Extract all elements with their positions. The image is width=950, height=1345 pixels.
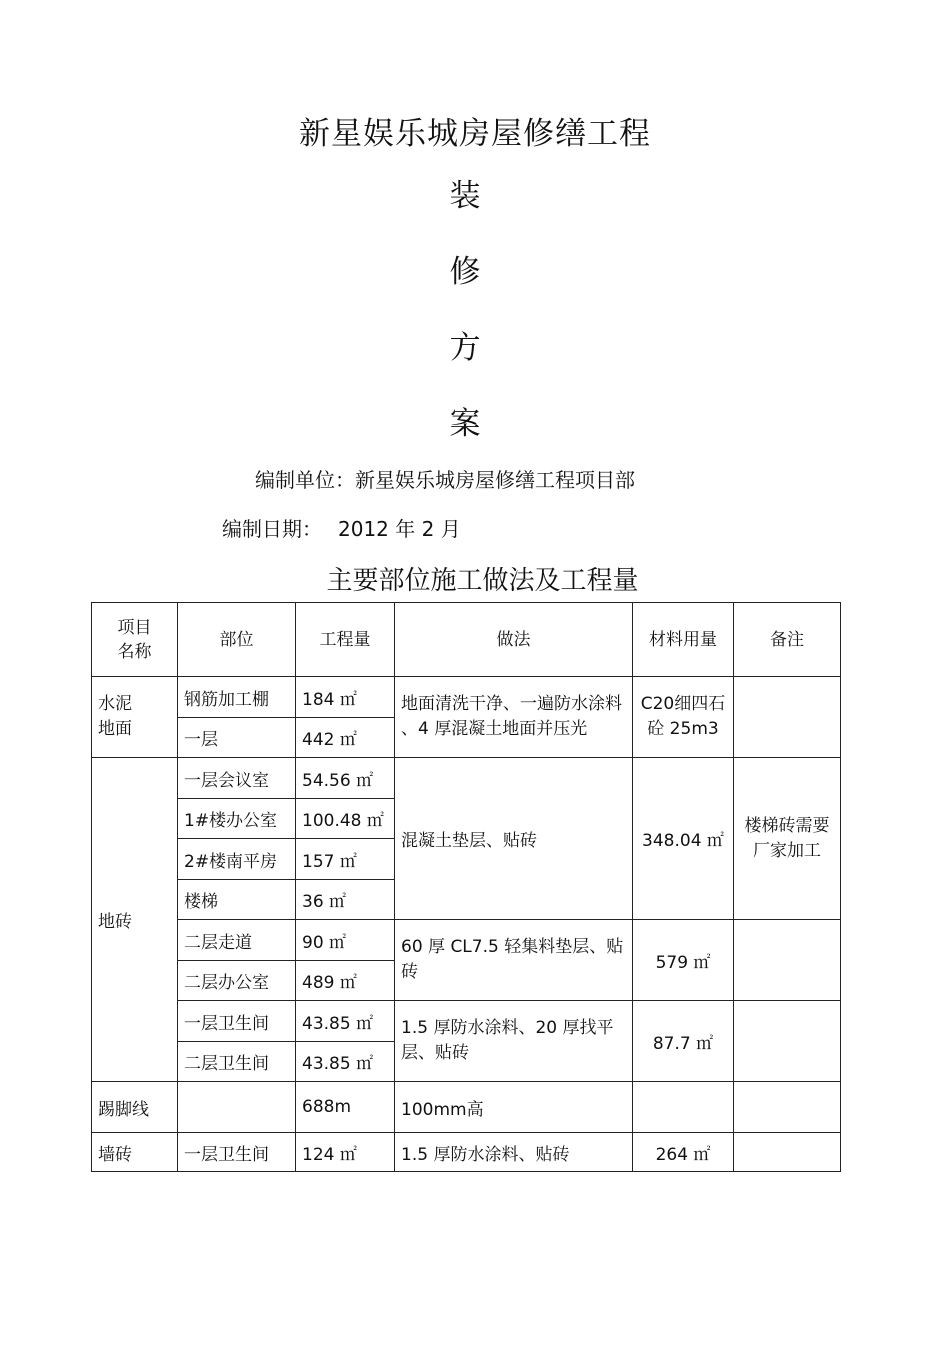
table-title: 主要部位施工做法及工程量 bbox=[326, 566, 639, 596]
table-row bbox=[92, 758, 841, 799]
table-row bbox=[92, 1001, 841, 1042]
remark-cell bbox=[734, 1082, 841, 1133]
vertical-title-char: 案 bbox=[449, 406, 481, 442]
compiling-unit-value: 新星娱乐城房屋修缮工程项目部 bbox=[355, 468, 635, 492]
location-cell: 一层会议室 bbox=[178, 758, 296, 799]
vertical-title-char: 方 bbox=[449, 330, 481, 366]
document-title: 新星娱乐城房屋修缮工程 bbox=[299, 116, 651, 152]
location-cell: 一层 bbox=[178, 718, 296, 758]
method-cell: 60 厚 CL7.5 轻集料垫层、贴砖 bbox=[395, 920, 633, 1001]
vertical-title-char: 修 bbox=[449, 254, 481, 290]
table-header-row bbox=[92, 603, 841, 677]
method-cell: 地面清洗干净、一遍防水涂料 、4 厚混凝土地面并压光 bbox=[395, 677, 633, 758]
material-cell: 348.04 ㎡ bbox=[633, 758, 734, 920]
material-cell: 87.7 ㎡ bbox=[633, 1001, 734, 1082]
location-cell: 一层卫生间 bbox=[178, 1133, 296, 1172]
column-header: 备注 bbox=[734, 603, 841, 677]
method-cell: 1.5 厚防水涂料、20 厚找平层、贴砖 bbox=[395, 1001, 633, 1082]
item-name-cell: 地砖 bbox=[92, 758, 178, 1082]
quantity-cell: 100.48 ㎡ bbox=[296, 799, 395, 839]
compiling-unit bbox=[255, 464, 635, 493]
column-header: 部位 bbox=[178, 603, 296, 677]
method-cell: 100mm高 bbox=[395, 1082, 633, 1133]
table-row bbox=[92, 1133, 841, 1172]
remark-cell bbox=[734, 1001, 841, 1082]
quantity-cell: 43.85 ㎡ bbox=[296, 1001, 395, 1042]
item-name-cell: 踢脚线 bbox=[92, 1082, 178, 1133]
location-cell bbox=[178, 1082, 296, 1133]
remark-cell bbox=[734, 677, 841, 758]
column-header: 工程量 bbox=[296, 603, 395, 677]
table-row bbox=[92, 920, 841, 961]
location-cell: 二层办公室 bbox=[178, 961, 296, 1001]
quantity-cell: 688m bbox=[296, 1082, 395, 1133]
table-row bbox=[92, 1082, 841, 1133]
quantity-cell: 442 ㎡ bbox=[296, 718, 395, 758]
quantity-cell: 90 ㎡ bbox=[296, 920, 395, 961]
table-row bbox=[92, 677, 841, 718]
column-header: 项目 名称 bbox=[92, 603, 178, 677]
item-name-cell: 墙砖 bbox=[92, 1133, 178, 1172]
location-cell: 一层卫生间 bbox=[178, 1001, 296, 1042]
vertical-title-char: 装 bbox=[449, 178, 481, 214]
remark-cell bbox=[734, 1133, 841, 1172]
construction-quantity-table bbox=[91, 602, 841, 1172]
column-header: 做法 bbox=[395, 603, 633, 677]
method-cell: 混凝土垫层、贴砖 bbox=[395, 758, 633, 920]
material-cell: 579 ㎡ bbox=[633, 920, 734, 1001]
item-name-cell: 水泥 地面 bbox=[92, 677, 178, 758]
location-cell: 二层走道 bbox=[178, 920, 296, 961]
compiling-unit-label: 编制单位： bbox=[255, 468, 355, 492]
compiling-date-value: 2012 年 2 月 bbox=[338, 517, 461, 541]
remark-cell: 楼梯砖需要厂家加工 bbox=[734, 758, 841, 920]
material-cell bbox=[633, 1082, 734, 1133]
quantity-cell: 43.85 ㎡ bbox=[296, 1042, 395, 1082]
location-cell: 楼梯 bbox=[178, 880, 296, 920]
material-cell: C20细四石砼 25m3 bbox=[633, 677, 734, 758]
quantity-cell: 489 ㎡ bbox=[296, 961, 395, 1001]
quantity-cell: 36 ㎡ bbox=[296, 880, 395, 920]
location-cell: 2#楼南平房 bbox=[178, 839, 296, 880]
quantity-cell: 54.56 ㎡ bbox=[296, 758, 395, 799]
quantity-cell: 124 ㎡ bbox=[296, 1133, 395, 1172]
material-cell: 264 ㎡ bbox=[633, 1133, 734, 1172]
location-cell: 二层卫生间 bbox=[178, 1042, 296, 1082]
method-cell: 1.5 厚防水涂料、贴砖 bbox=[395, 1133, 633, 1172]
compiling-date-label: 编制日期： bbox=[222, 517, 322, 541]
compiling-date bbox=[222, 513, 461, 542]
remark-cell bbox=[734, 920, 841, 1001]
location-cell: 钢筋加工棚 bbox=[178, 677, 296, 718]
column-header: 材料用量 bbox=[633, 603, 734, 677]
location-cell: 1#楼办公室 bbox=[178, 799, 296, 839]
quantity-cell: 184 ㎡ bbox=[296, 677, 395, 718]
quantity-cell: 157 ㎡ bbox=[296, 839, 395, 880]
